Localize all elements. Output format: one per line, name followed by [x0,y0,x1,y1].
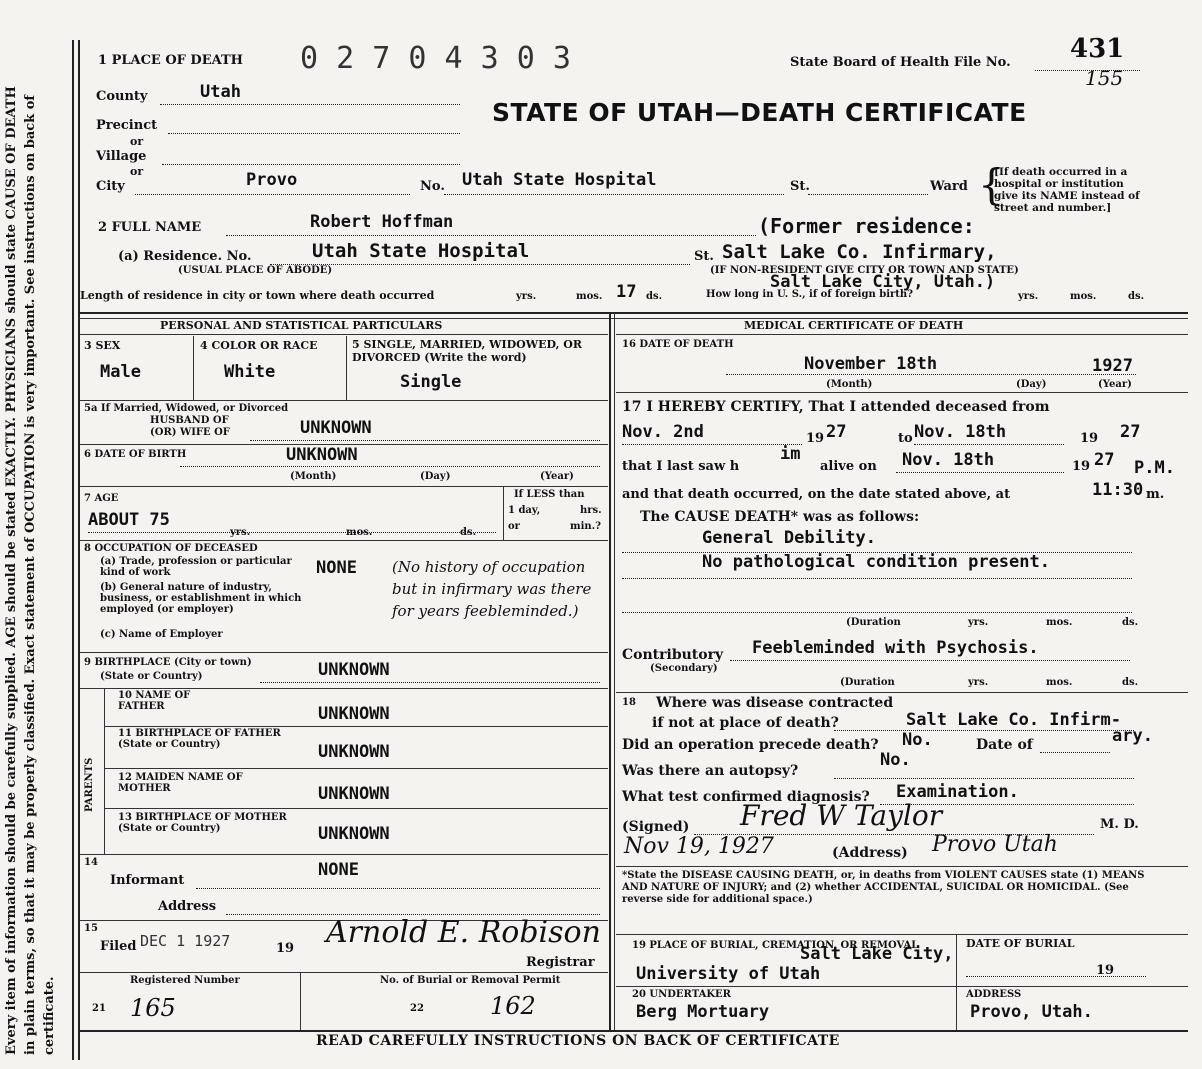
city-value: Provo [246,170,298,190]
file-number-2: 155 [1085,66,1124,90]
cause-footnote: *State the DISEASE CAUSING DEATH, or, in deaths from VIOLENT CAUSES state (1) MEANS AND NATURE OF INJURY; and (2) whether ACCIDENTAL, SUICIDAL OR HOMICIDAL. (See reverse side for additional space.) [622,870,1145,905]
occupation-a-value: NONE [316,558,357,578]
how-long-label: How long in U. S., if of foreign birth? [706,289,914,300]
color-value: White [224,362,276,382]
us-ds: ds. [1128,291,1145,302]
death-year: (Year) [1098,379,1132,390]
full-name-value: Robert Hoffman [310,212,454,232]
date-of-label: Date of [976,737,1033,753]
date-of-death-value: November 18th [804,354,938,374]
sex-value: Male [100,362,141,382]
brace: { [978,160,1005,209]
where-contracted-value: Salt Lake Co. Infirm- [906,710,1121,730]
age-ds: ds. [460,527,477,538]
pm: P.M. [1134,458,1175,478]
stamp-number: 0 2 7 0 4 3 0 3 [300,41,571,76]
occupation-c-label: (c) Name of Employer [100,629,223,640]
signed-label: (Signed) [622,819,690,835]
marital-value: Single [400,372,462,392]
father-bp-label: 11 BIRTHPLACE OF FATHER (State or Country) [118,728,281,750]
operation-label: Did an operation precede death? [622,737,879,753]
physician-address-label: (Address) [832,845,908,861]
sex-label: 3 SEX [84,339,121,352]
physician-signature: Fred W Taylor [740,799,943,832]
residence-st-label: St. [694,249,714,264]
death-day: (Day) [1016,379,1047,390]
hrs-label: hrs. [580,505,602,516]
burial-date-19: 19 [1096,963,1115,978]
ward-label: Ward [930,179,968,194]
attended-from: Nov. 2nd [622,422,704,442]
duration-1-yrs: yrs. [968,617,989,628]
spouse-label-1: 5a If Married, Widowed, or Divorced [84,403,289,414]
length-mos: mos. [576,291,603,302]
death-occurred-label: and that death occurred, on the date stated above, at [622,487,1011,502]
dob-value: UNKNOWN [286,445,358,465]
place-of-death-label: 1 PLACE OF DEATH [98,53,243,68]
marital-label: 5 SINGLE, MARRIED, WIDOWED, OR DIVORCED (Write the word) [352,338,583,364]
undertaker-label: 20 UNDERTAKER [632,989,731,1000]
alive-19: 19 [1072,459,1091,474]
to-19: 19 [1080,431,1099,446]
filed-label: Filed [100,939,137,954]
q18-num: 18 [622,697,636,708]
age-value: ABOUT 75 [88,510,170,530]
where-contracted-2: if not at place of death? [652,715,839,731]
duration-1-ds: ds. [1122,617,1139,628]
burial-permit-value: 162 [490,992,536,1020]
undertaker-value: Berg Mortuary [636,1002,770,1022]
date-of-death-year: 1927 [1092,356,1133,376]
father-name-label: 10 NAME OF FATHER [118,690,191,712]
burial-place-label: 19 PLACE OF BURIAL, CREMATION, OR REMOVAL [632,940,919,951]
where-contracted-value-2: ary. [1112,726,1153,746]
side-instructions: Every item of information should be carefully supplied. AGE should be stated EXACTLY. PHYSICIANS should state CAUSE OF DEATH in plain terms, so that it may be properly classified. Exact statement of OCCUPATION is very important. See instructions on back of certificate. [4,86,57,1055]
time-m: m. [1146,487,1165,502]
usual-abode: (USUAL PLACE OF ABODE) [178,265,333,276]
hospital-value: Utah State Hospital [462,170,657,190]
file-number: 431 [1070,34,1125,64]
duration-1: (Duration [846,617,901,628]
length-yrs: yrs. [516,291,537,302]
village-label: Village [96,149,147,164]
registrar-signature: Arnold E. Robison [326,915,601,950]
county-label: County [96,89,148,104]
full-name-label: 2 FULL NAME [98,220,202,235]
secondary-label: (Secondary) [650,663,718,674]
dob-day: (Day) [420,471,451,482]
where-contracted-1: Where was disease contracted [656,695,894,711]
top-section-divider [78,312,1188,314]
burial-permit-label: No. of Burial or Removal Permit [380,975,561,986]
or-text-2: or [130,165,144,178]
color-label: 4 COLOR OR RACE [200,339,318,352]
footer-instructions: READ CAREFULLY INSTRUCTIONS ON BACK OF CERTIFICATE [316,1033,840,1049]
age-label: 7 AGE [84,493,119,504]
filed-num: 15 [84,923,98,934]
cause-1: General Debility. [702,528,876,548]
residence-label: (a) Residence. No. [118,249,252,264]
duration-2-yrs: yrs. [968,677,989,688]
length-ds: ds. [646,291,663,302]
one-day-label: 1 day, [508,505,541,516]
residence-st-value: Salt Lake Co. Infirmary, [722,241,997,263]
spouse-label-2: HUSBAND OF [150,415,229,426]
filed-19: 19 [276,941,295,956]
occupation-a-label: (a) Trade, profession or particular kind of work [100,556,292,578]
burial-permit-22: 22 [410,1003,424,1014]
bottom-divider [78,1030,1188,1032]
spouse-value: UNKNOWN [300,418,372,438]
informant-value: NONE [318,860,359,880]
birthplace-label: 9 BIRTHPLACE (City or town) [84,657,252,668]
undertaker-address: Provo, Utah. [970,1002,1093,1022]
time-of-death: 11:30 [1092,480,1144,500]
st-label: St. [790,179,810,194]
mother-bp-label: 13 BIRTHPLACE OF MOTHER (State or Country) [118,812,287,834]
occupation-note: (No history of occupation but in infirmary was there for years feebleminded.) [392,558,592,620]
cause-label: The CAUSE DEATH* was as follows: [640,509,920,525]
contributory-value: Feebleminded with Psychosis. [752,638,1039,658]
attended-from-year: 27 [826,422,847,442]
contributory-label: Contributory [622,647,724,663]
precinct-label: Precinct [96,118,158,133]
parents-label: PARENTS [84,757,95,812]
attended-to: Nov. 18th [914,422,1007,442]
length-label: Length of residence in city or town where death occurred [80,289,435,302]
occupation-b-label: (b) General nature of industry, business, or establishment in which employed (or employer) [100,582,302,615]
reg-number-21: 21 [92,1003,106,1014]
autopsy-value: No. [880,750,911,770]
informant-num: 14 [84,857,98,868]
certify-text: 17 I HEREBY CERTIFY, That I attended deceased from [622,399,1050,415]
burial-place-value: Salt Lake City, [800,944,954,964]
duration-2: (Duration [840,677,895,688]
to-label: to [898,431,913,446]
alive-on-date: Nov. 18th [902,450,995,470]
last-saw-him: im [780,444,801,464]
birthplace-sub: (State or Country) [100,671,203,682]
no-label: No. [420,179,445,194]
us-mos: mos. [1070,291,1097,302]
spouse-label-3: (OR) WIFE OF [150,427,230,438]
length-ds-value: 17 [616,282,637,302]
last-saw-label: that I last saw h [622,459,740,474]
county-value: Utah [200,82,241,102]
column-divider [609,312,611,1032]
less-than-label: If LESS than [514,489,585,500]
cause-2: No pathological condition present. [702,552,1050,572]
alive-on-label: alive on [820,459,877,474]
duration-1-mos: mos. [1046,617,1073,628]
attended-to-year: 27 [1120,422,1141,442]
test-label: What test confirmed diagnosis? [622,789,870,805]
registrar-label: Registrar [526,955,595,970]
death-month: (Month) [826,379,873,390]
alive-on-year: 27 [1094,450,1115,470]
left-border-inner [78,40,80,1060]
burial-date-label: DATE OF BURIAL [966,937,1075,950]
residence-value: Utah State Hospital [312,240,530,262]
left-border [72,40,74,1060]
father-name-value: UNKNOWN [318,704,390,724]
city-label: City [96,179,125,194]
physician-address: Provo Utah [932,832,1058,857]
from-19: 19 [806,431,825,446]
personal-header: PERSONAL AND STATISTICAL PARTICULARS [160,319,443,332]
signature-date: Nov 19, 1927 [624,834,774,859]
burial-place-value-2: University of Utah [636,964,821,984]
undertaker-address-label: ADDRESS [966,989,1022,1000]
age-mos: mos. [346,527,373,538]
informant-label: Informant [110,873,185,888]
date-of-death-label: 16 DATE OF DEATH [622,339,734,350]
mother-bp-value: UNKNOWN [318,824,390,844]
or-text-1: or [130,135,144,148]
medical-header: MEDICAL CERTIFICATE OF DEATH [744,319,964,332]
md-label: M. D. [1100,817,1139,832]
hospital-note: [If death occurred in a hospital or institution give its NAME instead of street and number.] [994,166,1140,214]
age-yrs: yrs. [230,527,251,538]
residence-city: Salt Lake City, Utah.) [770,272,996,292]
dob-label: 6 DATE OF BIRTH [84,449,187,460]
informant-address-label: Address [158,899,217,914]
occupation-label: 8 OCCUPATION OF DECEASED [84,543,258,554]
duration-2-mos: mos. [1046,677,1073,688]
mother-name-label: 12 MAIDEN NAME OF MOTHER [118,772,243,794]
operation-value: No. [902,730,933,750]
certificate-title: STATE OF UTAH—DEATH CERTIFICATE [492,98,1027,127]
reg-number-value: 165 [130,994,176,1022]
former-residence: (Former residence: [758,214,975,238]
birthplace-value: UNKNOWN [318,660,390,680]
father-bp-value: UNKNOWN [318,742,390,762]
nonresident-note: (IF NON-RESIDENT GIVE CITY OR TOWN AND STATE) [710,265,1019,276]
autopsy-label: Was there an autopsy? [622,763,799,779]
dob-month: (Month) [290,471,337,482]
filed-date: DEC 1 1927 [140,932,231,950]
mother-name-value: UNKNOWN [318,784,390,804]
duration-2-ds: ds. [1122,677,1139,688]
or-label: or [508,521,520,532]
reg-number-label: Registered Number [130,975,240,986]
dob-year: (Year) [540,471,574,482]
us-yrs: yrs. [1018,291,1039,302]
file-number-label: State Board of Health File No. [790,55,1011,70]
min-label: min.? [570,521,601,532]
column-divider-2 [614,312,615,1032]
test-value: Examination. [896,782,1019,802]
